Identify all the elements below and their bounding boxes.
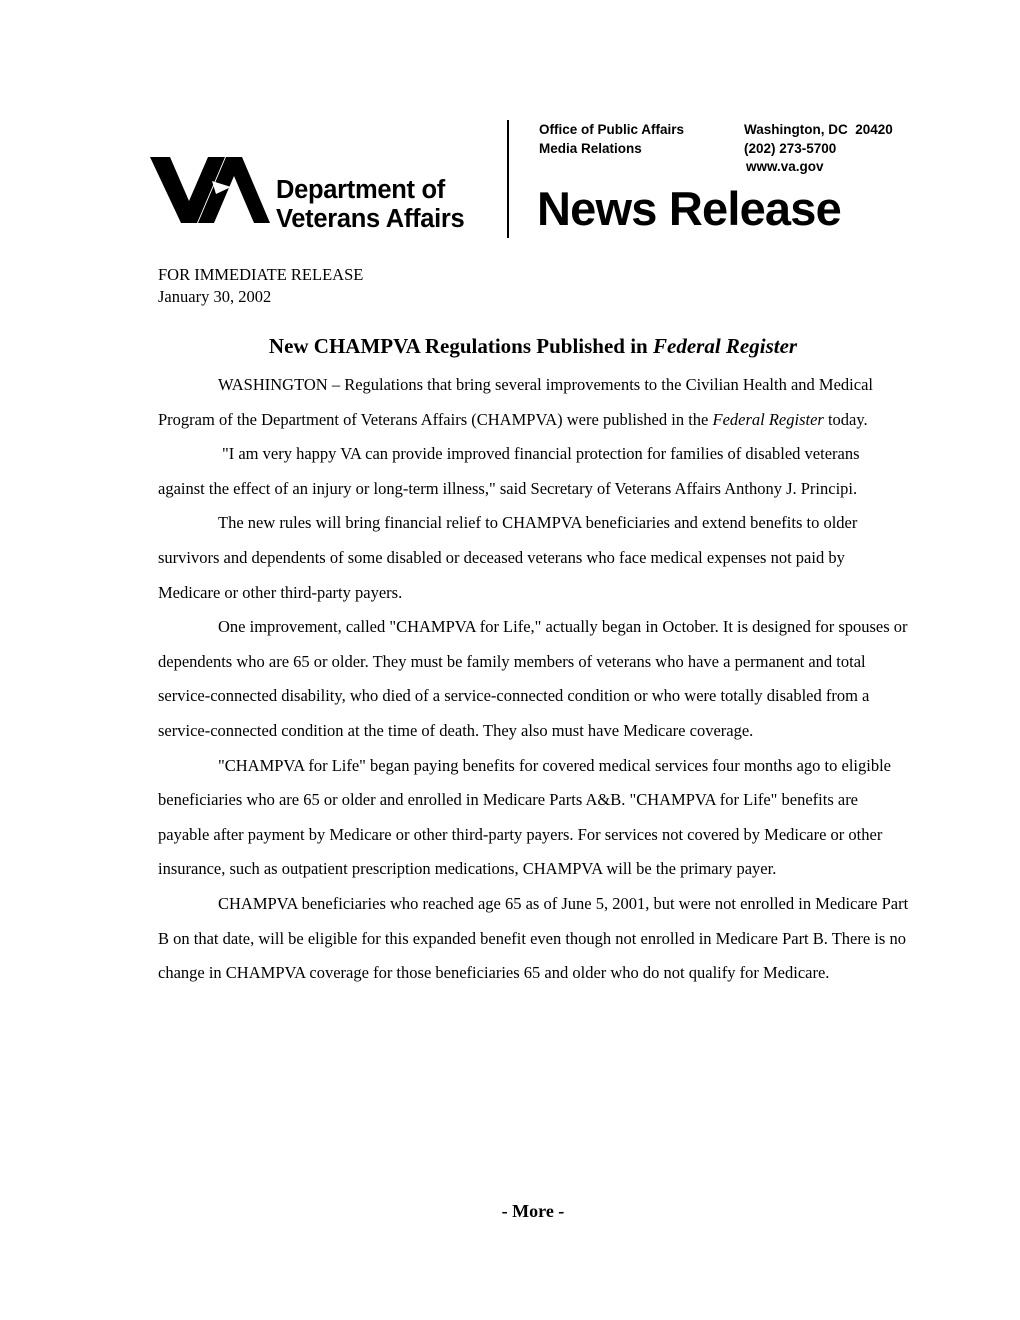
paragraph-1-text-b: today.	[823, 409, 868, 429]
department-line-1: Department of	[276, 176, 445, 204]
headline-text: New CHAMPVA Regulations Published in	[268, 334, 653, 358]
release-label: FOR IMMEDIATE RELEASE	[158, 265, 364, 284]
paragraph-1-text-a: WASHINGTON – Regulations that bring several improvements to the Civilian Health and Medical Program of the Department of Veterans Affairs (CHAMPVA) were published in the	[158, 375, 873, 429]
headline	[0, 332, 1020, 360]
paragraph-3: The new rules will bring financial relief to CHAMPVA beneficiaries and extend benefits to older survivors and dependents of some disabled or deceased veterans who face medical expenses not paid by Medicare or other third-party payers.	[158, 513, 858, 602]
release-info	[158, 264, 363, 308]
contact-info	[744, 121, 893, 177]
media-relations: Media Relations	[539, 140, 642, 156]
news-release-title: News Release	[537, 182, 841, 235]
more-indicator: - More -	[501, 1201, 565, 1221]
release-date: January 30, 2002	[158, 287, 272, 306]
office-info	[539, 121, 684, 158]
paragraph-1-italic: Federal Register	[712, 409, 824, 429]
header-divider	[507, 120, 509, 238]
office-phone: (202) 273-5700	[744, 140, 837, 156]
paragraph-1	[158, 368, 910, 437]
paragraph-2: "I am very happy VA can provide improved financial protection for families of disabled veterans against the effect of an injury or long-term illness," said Secretary of Veterans Affairs Anthony J. Principi.	[158, 444, 860, 498]
department-line-2: Veterans Affairs	[276, 205, 465, 233]
department-name	[276, 176, 464, 234]
va-logo	[150, 157, 270, 227]
office-name: Office of Public Affairs	[539, 122, 685, 137]
headline-italic: Federal Register	[653, 334, 798, 358]
paragraph-4: One improvement, called "CHAMPVA for Life," actually began in October. It is designed for spouses or dependents who are 65 or older. They must be family members of veterans who have a permanent and total service-connected disability, who died of a service-connected condition or who were totally disabled from a service-connected condition at the time of death. They also must have Medicare coverage.	[158, 617, 908, 740]
paragraph-5: "CHAMPVA for Life" began paying benefits for covered medical services four months ago to eligible beneficiaries who are 65 or older and enrolled in Medicare Parts A&B. "CHAMPVA for Life" benefits are payable after payment by Medicare or other third-party payers. For services not covered by Medicare or other insurance, such as outpatient prescription medications, CHAMPVA will be the primary payer.	[158, 755, 891, 879]
paragraph-6: CHAMPVA beneficiaries who reached age 65 as of June 5, 2001, but were not enrolled in Medicare Part B on that date, will be eligible for this expanded benefit even though not enrolled in Medicare Part B. There is no change in CHAMPVA coverage for those beneficiaries 65 and older who do not qualify for Medicare.	[158, 893, 909, 983]
article-body	[158, 368, 910, 991]
website-link[interactable]: www.va.gov	[746, 159, 824, 174]
office-address: Washington, DC 20420	[744, 122, 893, 137]
